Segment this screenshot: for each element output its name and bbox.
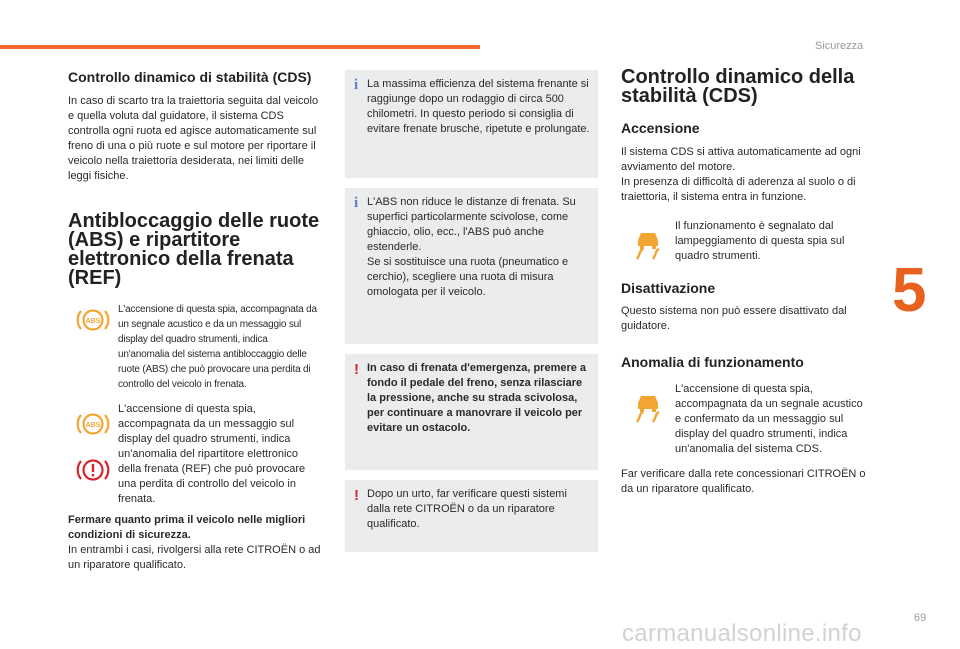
anomalia-heading: Anomalia di funzionamento <box>621 354 804 370</box>
section-label: Sicurezza <box>815 40 864 52</box>
cds-active-text: Il funzionamento è segnalato dal lampeggiamento di questa spia sul quadro strumenti. <box>675 220 845 262</box>
brake-warning-red-icon <box>76 456 110 484</box>
skid-car-icon <box>621 219 675 261</box>
cds-main-heading: Controllo dinamico della stabilità (CDS) <box>621 66 855 107</box>
abs-heading: Antibloccaggio delle ruote (ABS) e ripartitore elettronico della frenata (REF) <box>68 210 320 289</box>
info-note-abs <box>345 188 598 344</box>
warning-exclamation-icon: ! <box>354 361 359 378</box>
column-middle <box>345 70 598 552</box>
watermark: carmanualsonline.info <box>622 620 862 647</box>
ref-warning-row <box>68 402 323 507</box>
cds-fault-text: L'accensione di questa spia, accompagnata da un segnale acustico e confermato da un messaggio sul display del quadro strumenti, indica un'anomalia del sistema CDS. <box>675 383 863 455</box>
cds-paragraph: In caso di scarto tra la traiettoria seguita dal veicolo e quella voluta dal guidatore, il sistema CDS controlla ogni ruota ed agisce automaticamente sul freno di una o più ruote e sul motore per riportare il veicolo nella traiettoria desiderata, nei limiti delle leggi fisiche. <box>68 95 319 182</box>
contact-network-text: In entrambi i casi, rivolgersi alla rete CITROËN o ad un riparatore qualificato. <box>68 544 321 571</box>
disattivazione-text: Questo sistema non può essere disattivato dal guidatore. <box>621 305 847 332</box>
info-note-abs-text-2: Se si sostituisce una ruota (pneumatico e cerchio), scegliere una ruota di misura omologata per il veicolo. <box>367 256 569 298</box>
orange-header-bar <box>0 45 480 49</box>
abs-warning-icon <box>68 302 118 334</box>
warning-exclamation-icon: ! <box>354 487 359 504</box>
abs-warning-text: L'accensione di questa spia, accompagnata da un segnale acustico e da un messaggio sul display del quadro strumenti, indica un'anomalia del sistema antibloccaggio delle ruote (ABS) che può provocare una perdita di controllo del veicolo in frenata. <box>118 304 317 390</box>
abs-icon-label: ABS <box>85 318 101 325</box>
warning-note-impact <box>345 480 598 552</box>
warning-note-impact-text: Dopo un urto, far verificare questi sistemi dalla rete CITROËN o da un riparatore qualificato. <box>367 488 567 530</box>
chapter-number: 5 <box>892 256 927 325</box>
info-note-abs-text-1: L'ABS non riduce le distanze di frenata. Su superfici particolarmente scivolose, come ghiaccio, olio, ecc., l'ABS può anche estenderle. <box>367 196 576 253</box>
warning-note-emergency-text: In caso di frenata d'emergenza, premere a fondo il pedale del freno, senza rilasciare la pressione, anche su strada scivolosa, per continuare a manovrare il veicolo per evitare un ostacolo. <box>367 362 587 434</box>
accensione-heading: Accensione <box>621 120 700 136</box>
abs-warning-row <box>68 302 323 392</box>
ref-warning-text: L'accensione di questa spia, accompagnata da un messaggio sul display del quadro strumenti, indica un'anomalia del ripartitore elettronico della frenata (REF) che può provocare una perdita di controllo del veicolo in frenata. <box>118 403 306 505</box>
cds-fault-row <box>621 382 871 457</box>
stop-vehicle-text: Fermare quanto prima il veicolo nelle migliori condizioni di sicurezza. <box>68 514 306 541</box>
cds-heading: Controllo dinamico di stabilità (CDS) <box>68 69 312 85</box>
cds-active-row <box>621 219 871 264</box>
disattivazione-heading: Disattivazione <box>621 280 716 296</box>
accensione-text-2: In presenza di difficoltà di aderenza al suolo o di traiettoria, il sistema entra in funzione. <box>621 176 856 203</box>
warning-note-emergency <box>345 354 598 470</box>
info-icon: i <box>354 195 359 211</box>
column-right <box>621 68 871 497</box>
cds-final-text: Far verificare dalla rete concessionari CITROËN o da un riparatore qualificato. <box>621 468 866 495</box>
info-note-rodaggio <box>345 70 598 178</box>
info-icon: i <box>354 77 359 93</box>
skid-car-icon <box>621 382 675 424</box>
page-number: 69 <box>914 612 927 624</box>
abs-amber-icon <box>76 410 110 438</box>
column-left <box>68 70 323 573</box>
svg-text:ABS: ABS <box>85 422 101 429</box>
accensione-text-1: Il sistema CDS si attiva automaticamente ad ogni avviamento del motore. <box>621 146 861 173</box>
info-note-rodaggio-text: La massima efficienza del sistema frenante si raggiunge dopo un rodaggio di circa 500 chilometri. In questo periodo si consiglia di evitare frenate brusche, ripetute e prolungate. <box>367 78 590 135</box>
